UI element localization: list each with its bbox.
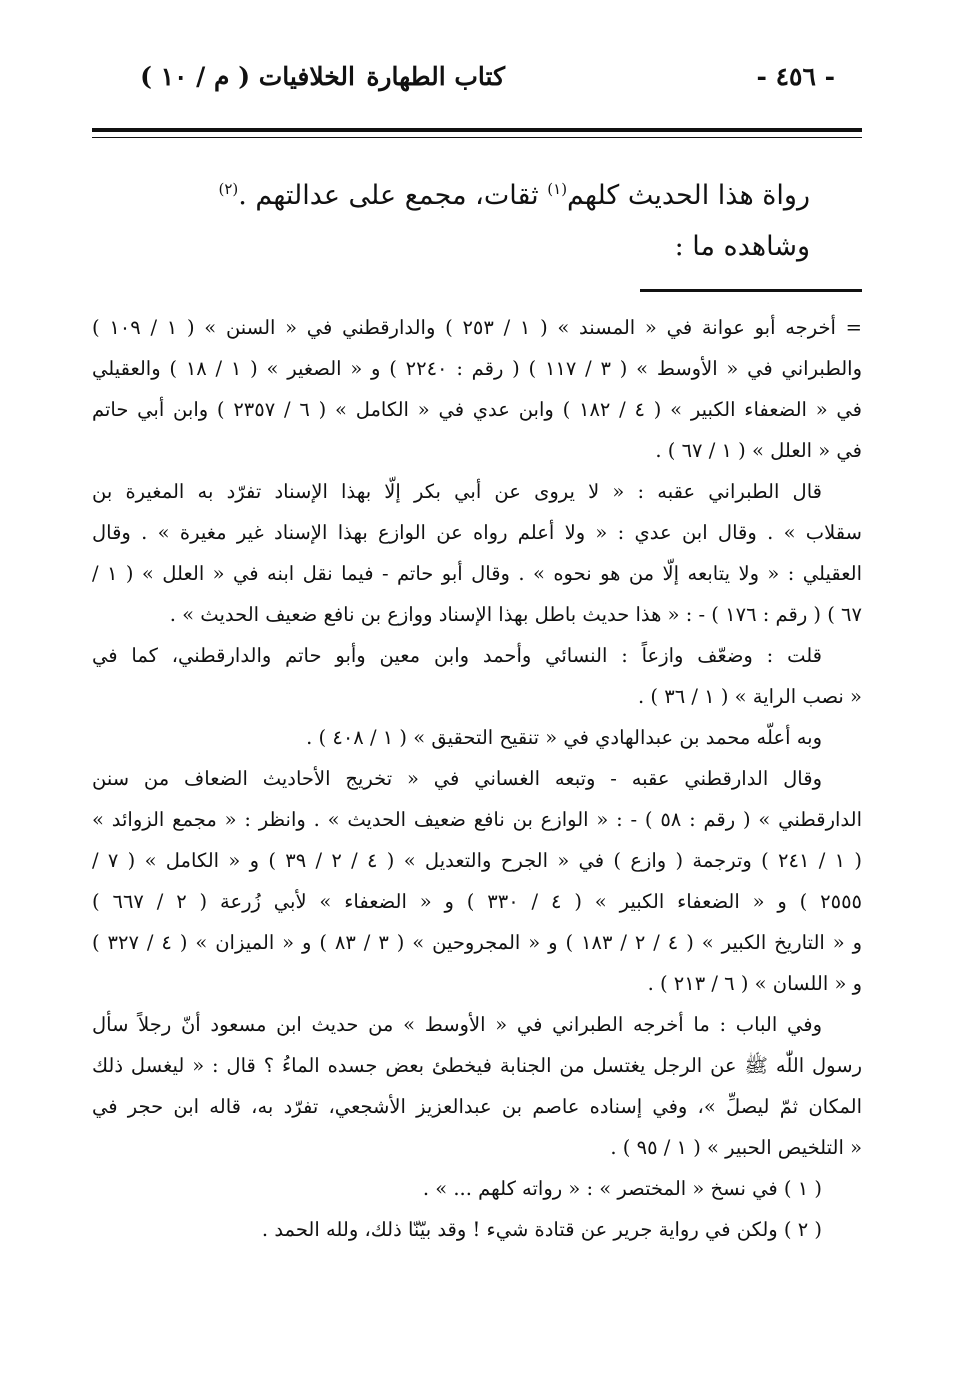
note-line: الدارقطني » ( رقم : ٥٨ ) - : « الوازع بن نافع ضعيف الحديث » . وانظر : « مجمع الزوائد »: [92, 808, 862, 831]
footnote-1: ( ١ ) في نسخ « المختصر » : « رواته كلهم ... » .: [422, 1177, 822, 1200]
note-line: سقلاب » . وقال ابن عدي : « ولا أعلم رواه عن الوازع بهذا الإسناد غير مغيرة » . وقال: [92, 521, 862, 544]
note-line: في « العلل » ( ١ / ٦٧ ) .: [655, 439, 862, 462]
note-line: والطبراني في « الأوسط » ( ٣ / ١١٧ ) ( رقم : ٢٢٤٠ ) و « الصغير » ( ١ / ١٨ ) والعقيلي: [92, 357, 862, 380]
footnotes: [92, 307, 862, 1250]
note-line: العقيلي : « ولا يتابعه إلّا من هو نحوه » . وقال أبو حاتم - فيما نقل ابنه في « العلل » ( ١ /: [92, 562, 862, 585]
note-line: و « التاريخ الكبير » ( ٤ / ٢ / ١٨٣ ) و « المجروحين » ( ٣ / ٨٣ ) و « الميزان » ( ٤ / ٣٢٧ ): [92, 931, 862, 954]
page-header: [120, 62, 835, 112]
note-line: « التلخيص الحبير » ( ١ / ٩٥ ) .: [610, 1136, 862, 1159]
main-line-1: رواة هذا الحديث كلهم$^{(١)}$ ثقات، مجمع على عدالتهم .$^{(٢)}$: [218, 180, 810, 211]
footnote-separator: [640, 289, 862, 292]
note-line: ٢٥٥٥ ) و « الضعفاء الكبير » ( ٤ / ٣٣٠ ) و « الضعفاء » لأبي زُرعة ( ٢ / ٦٦٧ ): [92, 890, 862, 913]
note-line: ٦٧ ) ( رقم : ١٧٦ ) - : « هذا حديث باطل بهذا الإسناد ووازع بن نافع ضعيف الحديث » .: [169, 603, 862, 626]
note-line: = أخرجه أبو عوانة في « المسند » ( ١ / ٢٥٣ ) والدارقطني في « السنن » ( ١ / ١٠٩ ): [92, 316, 862, 339]
note-line: « نصب الراية » ( ١ / ٣٦ ) .: [638, 685, 862, 708]
note-line: و « اللسان » ( ٦ / ٢١٣ ) .: [647, 972, 862, 995]
page-number: - ٤٥٦ -: [756, 62, 835, 91]
chapter-label: الخلافيات ( م / ١٠ ): [140, 62, 355, 91]
footnote-ref-1: (١): [547, 180, 568, 198]
footnote-2: ( ٢ ) ولكن في رواية جرير عن قتادة شيء ! وقد بيّنّا ذلك، ولله الحمد .: [261, 1218, 822, 1241]
note-line: رسول اللّٰه ﷺ عن الرجل يغتسل من الجنابة فيخطئ بعض جسده الماءُ ؟ قال : « ليغسل ذلك: [92, 1054, 862, 1077]
note-line: وفي الباب : ما أخرجه الطبراني في « الأوسط » من حديث ابن مسعود أنّ رجلاً سأل: [92, 1013, 822, 1036]
note-line: قلت : وضعّف وازعاً : النسائي وأحمد وابن معين وأبو حاتم والدارقطني، كما في: [92, 644, 822, 667]
main-text: [120, 160, 810, 276]
header-rule-thin: [92, 137, 862, 138]
note-line: وبه أعلّه محمد بن عبدالهادي في « تنقيح التحقيق » ( ١ / ٤٠٨ ) .: [306, 726, 822, 749]
note-line: في « الضعفاء الكبير » ( ٤ / ١٨٢ ) وابن عدي في « الكامل » ( ٦ / ٢٣٥٧ ) وابن أبي حاتم: [92, 398, 862, 421]
note-line: ( ١ / ٢٤١ ) وترجمة ( وازع ) في « الجرح والتعديل » ( ٤ / ٢ / ٣٩ ) و « الكامل » ( ٧ /: [92, 849, 862, 872]
header-rule-thick: [92, 128, 862, 132]
footnote-ref-2: (٢): [218, 180, 239, 198]
note-line: المكان ثمّ ليصلِّ »، وفي إسناده عاصم بن عبدالعزيز الأشجعي، تفرّد به، قاله ابن حجر في: [92, 1095, 862, 1118]
note-line: وقال الدارقطني عقبه - وتبعه الغساني في « تخريج الأحاديث الضعاف من سنن: [92, 767, 822, 790]
main-line-2: وشاهده ما :: [674, 231, 810, 262]
note-line: قال الطبراني عقبه : « لا يروى عن أبي بكر إلّا بهذا الإسناد تفرّد به المغيرة بن: [92, 480, 822, 503]
book-title: كتاب الطهارة: [366, 62, 505, 91]
